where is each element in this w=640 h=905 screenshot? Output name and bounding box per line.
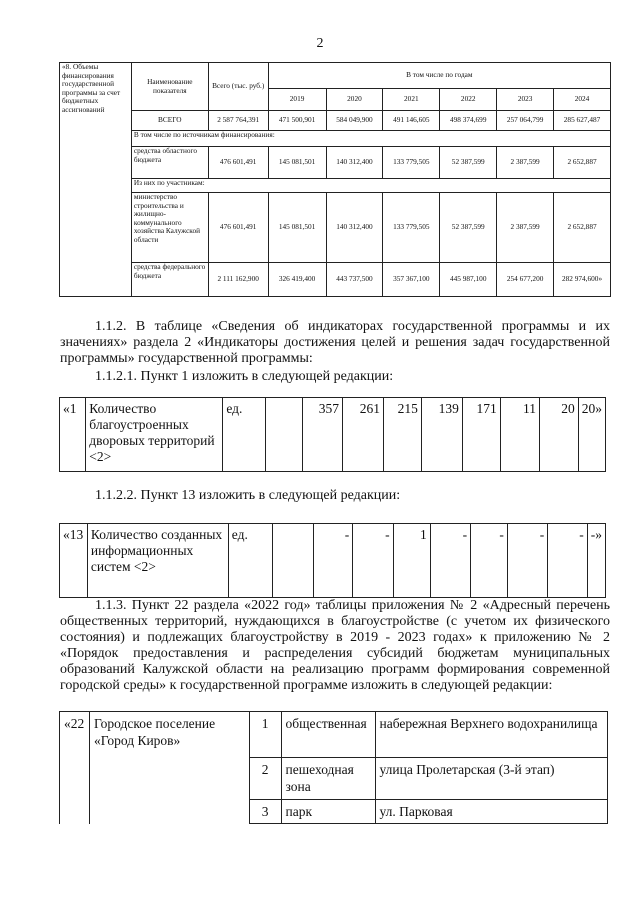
paragraph-1-1-2-2: 1.1.2.2. Пункт 13 изложить в следующей редакции: (95, 488, 401, 503)
address-table (59, 711, 608, 824)
indicator-name: Количество благоустроенных дворовых территорий <2> (86, 398, 223, 472)
indicator-13-table (59, 523, 606, 598)
indicator-value: 171 (462, 398, 500, 472)
table-row: средства областного бюджета 476 601,491 145 081,501 140 312,400 133 779,505 52 387,599 2 387,599 2 652,887 (60, 147, 611, 179)
indicator-value: 357 (302, 398, 342, 472)
indicator-number: «13 (60, 524, 88, 598)
address-number: «22 (60, 712, 90, 824)
year-header: 2020 (326, 89, 383, 111)
table-row: министерство строительства и жилищно-коммунального хозяйства Калужской области 476 601,491 145 081,501 140 312,400 133 779,505 52 387,599 2 387,599 2 652,887 (60, 193, 611, 263)
indicator-value: 20» (578, 398, 605, 472)
table-row: 3 парк ул. Парковая (60, 800, 608, 824)
indicator-name: Количество созданных информационных систем <2> (87, 524, 228, 598)
funding-table (59, 62, 611, 297)
table-row (60, 524, 606, 598)
years-header: В том числе по годам (268, 63, 610, 89)
paragraph-1-1-3: 1.1.3. Пункт 22 раздела «2022 год» таблицы приложения № 2 «Адресный перечень общественных территорий, нуждающихся в благоустройстве (с учетом их физического состояния) и подлежащих благоустройству в 2019 - 2023 годах» к приложению № 2 «Порядок предоставления и распределения субсидий бюджетам муниципальных образований Калужской области на реализацию программ формирования современной городской среды» к государственной программе изложить в следующей редакции: (60, 598, 610, 693)
paragraph-1-1-2: 1.1.2. В таблице «Сведения об индикаторах государственной программы и их значениях» раздела 2 «Индикаторы достижения целей и решения задач государственной программы» государственной программы: (60, 319, 610, 366)
year-header: 2024 (554, 89, 611, 111)
indicator-value: 1 (393, 524, 430, 598)
year-header: 2023 (497, 89, 554, 111)
indicator-value: - (430, 524, 470, 598)
indicator-number: «1 (60, 398, 86, 472)
funding-section-label: «8. Объемы финансирования государственной программы за счет бюджетных ассигнований (60, 63, 132, 297)
indicator-value: - (548, 524, 588, 598)
indicator-value: - (471, 524, 508, 598)
table-row: ВСЕГО 2 587 764,391 471 500,901 584 049,900 491 146,605 498 374,699 257 064,799 285 627,487 (60, 111, 611, 131)
paragraph-1-1-2-1: 1.1.2.1. Пункт 1 изложить в следующей редакции: (95, 369, 394, 384)
indicator-value: 20 (540, 398, 579, 472)
indicator-unit: ед. (223, 398, 265, 472)
table-row (60, 398, 606, 472)
indicator-value: - (507, 524, 547, 598)
year-header: 2019 (268, 89, 326, 111)
by-source-label: В том числе по источникам финансирования: (131, 131, 610, 147)
indicator-unit: ед. (228, 524, 273, 598)
col-total-header: Всего (тыс. руб.) (208, 63, 268, 111)
indicator-value: - (353, 524, 393, 598)
page-number: 2 (316, 36, 324, 51)
participants-label: Из них по участникам: (131, 179, 610, 193)
indicator-1-table (59, 397, 606, 472)
indicator-value: 139 (421, 398, 462, 472)
indicator-value: - (313, 524, 352, 598)
indicator-value: -» (587, 524, 605, 598)
indicator-value: 11 (500, 398, 539, 472)
year-header: 2022 (440, 89, 497, 111)
col-name-header: Наименование показателя (131, 63, 208, 111)
year-header: 2021 (383, 89, 440, 111)
municipality: Городское поселение «Город Киров» (89, 712, 249, 824)
table-row: 2 пешеходная зона улица Пролетарская (3-й этап) (60, 758, 608, 800)
table-row: средства федерального бюджета 2 111 162,900 326 419,400 443 737,500 357 367,100 445 987,100 254 677,200 282 974,600» (60, 263, 611, 297)
indicator-value: 215 (383, 398, 421, 472)
indicator-value: 261 (343, 398, 384, 472)
table-row: «22 Городское поселение «Город Киров» 1 общественная набережная Верхнего водохранилища (60, 712, 608, 758)
